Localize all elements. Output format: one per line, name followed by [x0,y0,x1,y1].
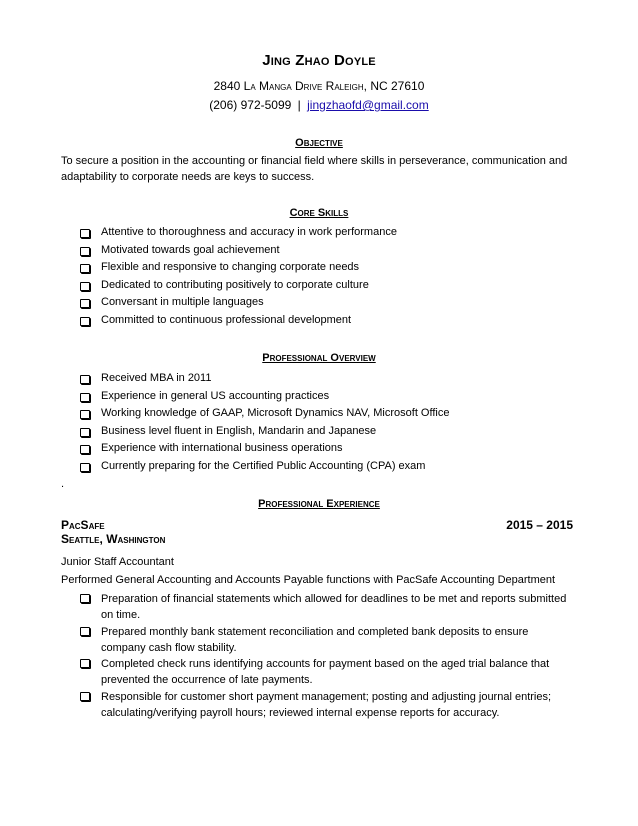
list-item: Committed to continuous professional development [80,314,600,332]
list-item: Completed check runs identifying accounts for payment based on the aged trial balance that prevented the occurrence of late payments. [80,656,575,689]
checkbox-bullet-icon [80,317,90,326]
list-item: Conversant in multiple languages [80,296,600,314]
checkbox-bullet-icon [80,375,90,384]
checkbox-bullet-icon [80,659,90,668]
checkbox-bullet-icon [80,229,90,238]
experience-heading: Professional Experience [258,498,380,510]
list-item: Dedicated to contributing positively to corporate culture [80,279,600,297]
objective-heading: Objective [295,137,343,149]
list-item: Working knowledge of GAAP, Microsoft Dynamics NAV, Microsoft Office [80,407,600,425]
email-link[interactable]: jingzhaofd@gmail.com [307,98,429,112]
list-item: Business level fluent in English, Mandarin and Japanese [80,425,600,443]
checkbox-bullet-icon [80,264,90,273]
stray-period: . [61,478,65,490]
checkbox-bullet-icon [80,445,90,454]
list-item: Motivated towards goal achievement [80,244,600,262]
list-item: Responsible for customer short payment management; posting and adjusting journal entries; calculating/verifying payroll hours; reviewed internal expense reports for accuracy. [80,689,575,722]
overview-list [80,372,600,477]
address: 2840 La Manga Drive Raleigh, NC 27610 [213,79,425,93]
list-item: Currently preparing for the Certified Public Accounting (CPA) exam [80,460,600,478]
employment-dates: 2015 – 2015 [506,518,573,532]
checkbox-bullet-icon [80,247,90,256]
checkbox-bullet-icon [80,299,90,308]
list-item: Received MBA in 2011 [80,372,600,390]
company-name: PacSafe [61,518,105,532]
list-item: Prepared monthly bank statement reconciliation and completed bank deposits to ensure company cash flow stability. [80,624,575,657]
list-item: Flexible and responsive to changing corporate needs [80,261,600,279]
checkbox-bullet-icon [80,393,90,402]
checkbox-bullet-icon [80,410,90,419]
checkbox-bullet-icon [80,428,90,437]
list-item: Preparation of financial statements which allowed for deadlines to be met and reports submitted on time. [80,591,575,624]
list-item: Experience with international business operations [80,442,600,460]
applicant-name: Jing Zhao Doyle [262,52,376,69]
checkbox-bullet-icon [80,627,90,636]
list-item: Attentive to thoroughness and accuracy in work performance [80,226,600,244]
overview-heading: Professional Overview [262,352,376,364]
checkbox-bullet-icon [80,692,90,701]
checkbox-bullet-icon [80,463,90,472]
contact-separator: | [297,98,301,112]
core-skills-heading: Core Skills [289,207,349,219]
objective-text: To secure a position in the accounting or financial field where skills in perseverance, communication and adaptability to corporate needs are keys to success. [61,155,568,183]
job-title: Junior Staff Accountant [61,556,174,568]
job-summary: Performed General Accounting and Accounts Payable functions with PacSafe Accounting Department [61,574,556,586]
experience-list [80,591,575,721]
list-item: Experience in general US accounting practices [80,390,600,408]
contact-line [0,98,638,112]
phone-number: (206) 972-5099 [209,98,292,112]
core-skills-list [80,226,600,331]
company-location: Seattle, Washington [61,532,166,546]
checkbox-bullet-icon [80,282,90,291]
checkbox-bullet-icon [80,594,90,603]
